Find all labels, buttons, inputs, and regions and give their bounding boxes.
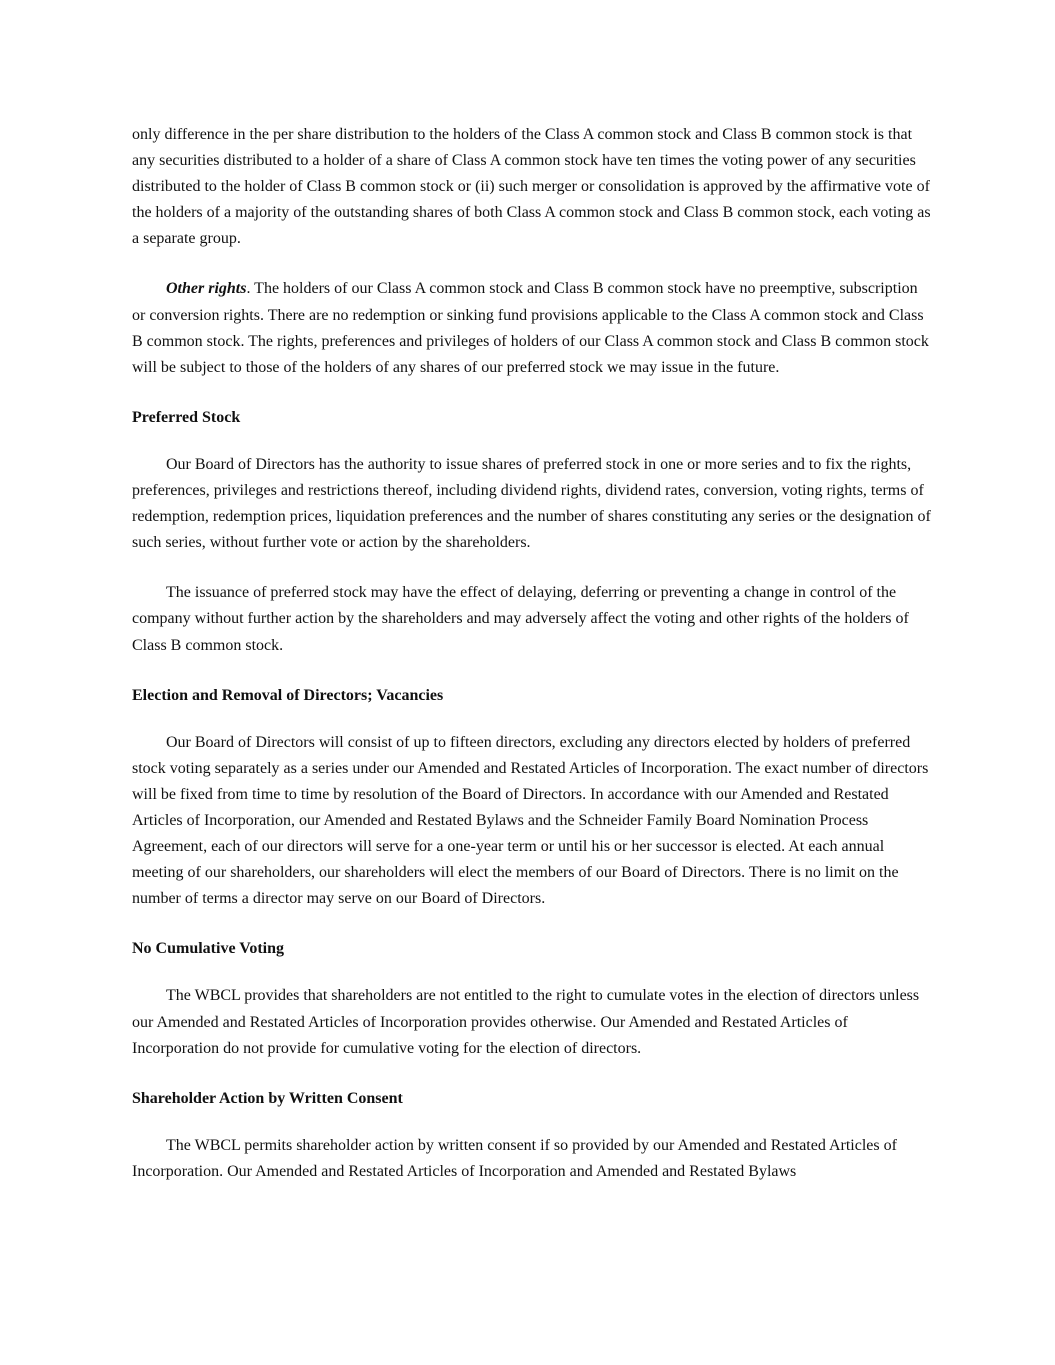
other-rights-paragraph	[132, 276, 932, 380]
continuation-paragraph: only difference in the per share distribution to the holders of the Class A common stock and Class B common stock is that any securities distributed to a holder of a share of Class A common stock have ten times the voting power of any securities distributed to the holder of Class B common stock or (ii) such merger or consolidation is approved by the affirmative vote of the holders of a majority of the outstanding shares of both Class A common stock and Class B common stock, each voting as a separate group.	[132, 126, 931, 248]
section-heading-written-consent: Shareholder Action by Written Consent	[132, 1089, 403, 1107]
section-heading-preferred-stock: Preferred Stock	[132, 408, 241, 426]
other-rights-lead-in-punct: .	[246, 280, 251, 298]
document-page	[132, 122, 932, 1209]
preferred-stock-paragraph-1: Our Board of Directors has the authority to issue shares of preferred stock in one or more series and to fix the rights, preferences, privileges and restrictions thereof, including dividend rights, dividend rates, conversion, voting rights, terms of redemption, redemption prices, liquidation preferences and the number of shares constituting any series or the designation of such series, without further vote or action by the shareholders.	[132, 455, 931, 552]
other-rights-lead-in: Other rights	[166, 280, 247, 298]
election-removal-paragraph: Our Board of Directors will consist of up to fifteen directors, excluding any directors elected by holders of preferred stock voting separately as a series under our Amended and Restated Articles of Incorporation. The exact number of directors will be fixed from time to time by resolution of the Board of Directors. In accordance with our Amended and Restated Articles of Incorporation, our Amended and Restated Bylaws and the Schneider Family Board Nomination Process Agreement, each of our directors will serve for a one-year term or until his or her successor is elected. At each annual meeting of our shareholders, our shareholders will elect the members of our Board of Directors. There is no limit on the number of terms a director may serve on our Board of Directors.	[132, 733, 929, 908]
no-cumulative-voting-paragraph: The WBCL provides that shareholders are not entitled to the right to cumulate votes in the election of directors unless our Amended and Restated Articles of Incorporation provides otherwise. Our Amended and Restated Articles of Incorporation do not provide for cumulative voting for the election of directors.	[132, 987, 920, 1057]
section-heading-election-removal: Election and Removal of Directors; Vacancies	[132, 686, 444, 704]
section-heading-no-cumulative-voting: No Cumulative Voting	[132, 940, 285, 958]
other-rights-body: The holders of our Class A common stock and Class B common stock have no preemptive, subscription or conversion rights. There are no redemption or sinking fund provisions applicable to the Class A common stock and Class B common stock. The rights, preferences and privileges of holders of our Class A common stock and Class B common stock will be subject to those of the holders of any shares of our preferred stock we may issue in the future.	[132, 280, 929, 376]
preferred-stock-paragraph-2: The issuance of preferred stock may have the effect of delaying, deferring or preventing a change in control of the company without further action by the shareholders and may adversely affect the voting and other rights of the holders of Class B common stock.	[132, 584, 909, 654]
written-consent-paragraph: The WBCL permits shareholder action by written consent if so provided by our Amended and Restated Articles of Incorporation. Our Amended and Restated Articles of Incorporation and Amended and Restated Bylaws	[132, 1136, 897, 1180]
